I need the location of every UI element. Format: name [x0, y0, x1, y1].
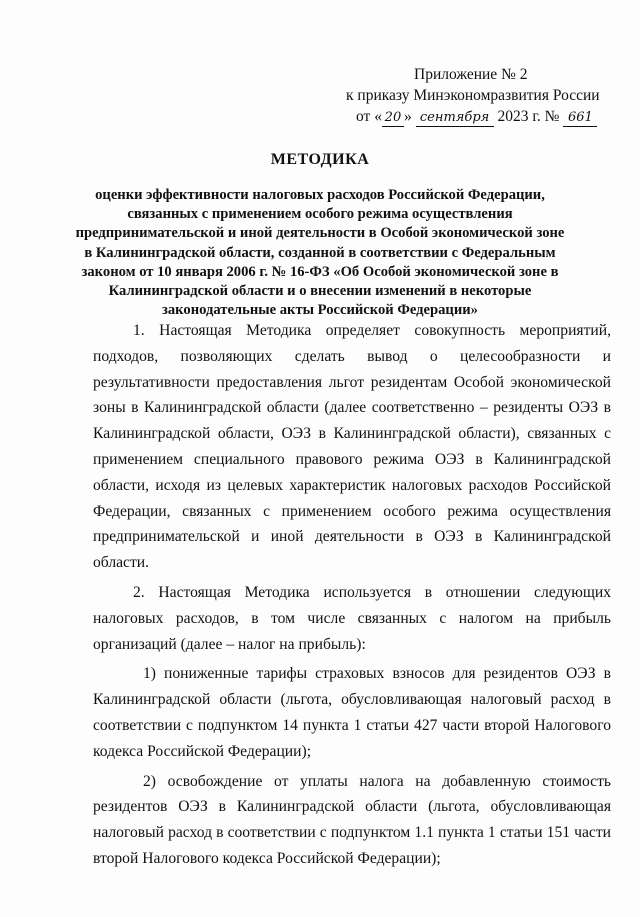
paragraph-2: 2. Настоящая Методика используется в отношении следующих налоговых расходов, в том числе связанных с налогом на прибыль организаций (далее – налог на прибыль):: [93, 583, 611, 653]
list-item-1: 1) пониженные тарифы страховых взносов для резидентов ОЭЗ в Калининградской области (льгота, обусловливающая налоговый расход в соответствии с подпунктом 14 пункта 1 статьи 427 части второй Налогового кодекса Российской Федерации);: [93, 665, 611, 760]
paragraph-1: 1. Настоящая Методика определяет совокупность мероприятий, подходов, позволяющих сделать вывод о целесообразности и результативности предоставления льгот резидентам Особой экономической зоны в Калининградской области (далее соответственно – резиденты ОЭЗ в Калининградской области, ОЭЗ в Калининградской области), связанных с применением специального правового режима ОЭЗ в Калининградской области, исходя из целевых характеристик налоговых расходов Российской Федерации, связанных с применением особого режима осуществления предпринимательской и иной деятельности в ОЭЗ в Калининградской области.: [93, 322, 611, 572]
handwritten-order-number: 661: [563, 110, 597, 127]
document-title: МЕТОДИКА: [270, 151, 370, 168]
handwritten-month: сентября: [416, 110, 494, 127]
order-date-line: [330, 106, 600, 127]
date-prefix: от «: [356, 108, 382, 125]
document-subtitle: оценки эффективности налоговых расходов Российской Федерации, связанных с применением особого режима осуществления предпринимательской и иной деятельности в Особой экономической зоне в Калининградской области, созданной в соответствии с Федеральным законом от 10 января 2006 г. № 16-ФЗ «Об Особой экономической зоне в Калининградской области и о внесении изменений в некоторые законодательные акты Российской Федерации»: [75, 187, 565, 319]
date-mid: »: [403, 108, 412, 125]
handwritten-day: 20: [382, 110, 404, 127]
document-body: [93, 318, 611, 876]
order-reference: к приказу Минэкономразвития России: [346, 87, 600, 104]
date-year: 2023 г. №: [497, 108, 560, 125]
appendix-number: Приложение № 2: [414, 66, 528, 83]
list-item-2: 2) освобождение от уплаты налога на добавленную стоимость резидентов ОЭЗ в Калининградской области (льгота, обусловливающая налоговый расход в соответствии с подпунктом 1.1 пункта 1 статьи 151 части второй Налогового кодекса Российской Федерации);: [93, 772, 611, 867]
appendix-header: [330, 64, 600, 127]
